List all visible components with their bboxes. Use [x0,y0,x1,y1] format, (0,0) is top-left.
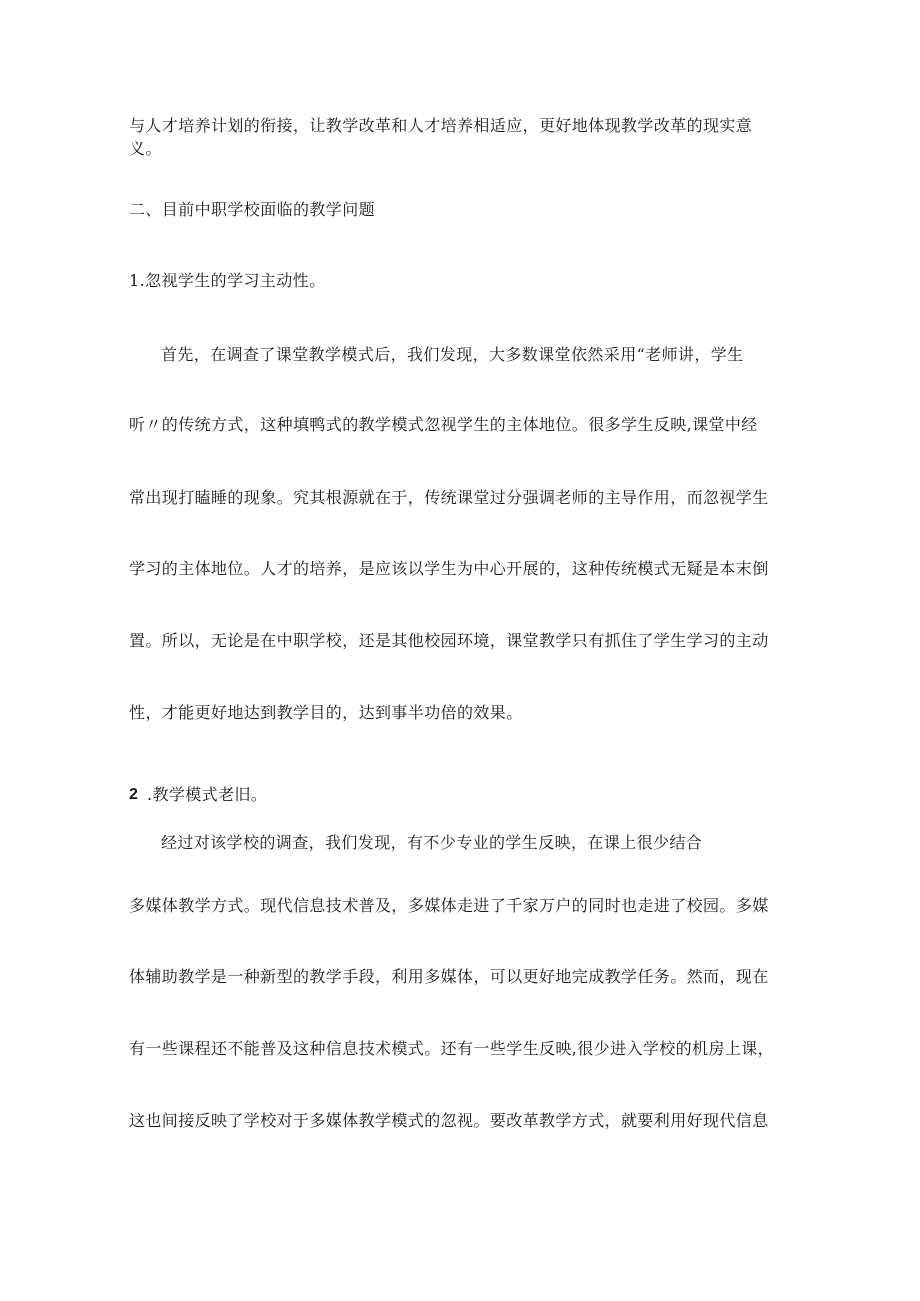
section-heading: 二、目前中职学校面临的教学问题 [129,200,376,219]
item2-line-1: 经过对该学校的调查，我们发现，有不少专业的学生反映，在课上很少结合 [161,833,703,852]
item2-number: 2 [129,786,138,803]
item2-line-3: 体辅助教学是一种新型的教学手段，利用多媒体，可以更好地完成教学任务。然而，现在 [129,967,769,986]
item2-line-5: 这也间接反映了学校对于多媒体教学模式的忽视。要改革教学方式，就要利用好现代信息 [129,1111,769,1130]
intro-line-2: 义。 [129,139,162,158]
item1-line-4: 学习的主体地位。人才的培养，是应该以学生为中心开展的，这种传统模式无疑是本末倒 [129,559,769,578]
item2-line-2: 多媒体教学方式。现代信息技术普及，多媒体走进了千家万户的同时也走进了校园。多媒 [129,896,769,915]
intro-line-1: 与人才培养计划的衔接，让教学改革和人才培养相适应，更好地体现教学改革的现实意 [129,116,753,135]
item2-title: .教学模式老旧。 [147,785,268,804]
item1-line-1: 首先，在调查了课堂教学模式后，我们发现，大多数课堂依然采用“老师讲，学生 [161,345,744,364]
item1-line-2: 听〃的传统方式，这种填鸭式的教学模式忽视学生的主体地位。很多学生反映,课堂中经 [129,415,758,434]
item1-line-3: 常出现打瞌睡的现象。究其根源就在于，传统课堂过分强调老师的主导作用，而忽视学生 [129,488,769,507]
item1-line-5: 置。所以，无论是在中职学校，还是其他校园环境，课堂教学只有抓住了学生学习的主动 [129,631,769,650]
item1-line-6: 性，才能更好地达到教学目的，达到事半功倍的效果。 [129,703,523,722]
item1-title: 1.忽视学生的学习主动性。 [129,271,326,290]
item2-line-4: 有一些课程还不能普及这种信息技术模式。还有一些学生反映,很少进入学校的机房上课， [129,1039,775,1058]
